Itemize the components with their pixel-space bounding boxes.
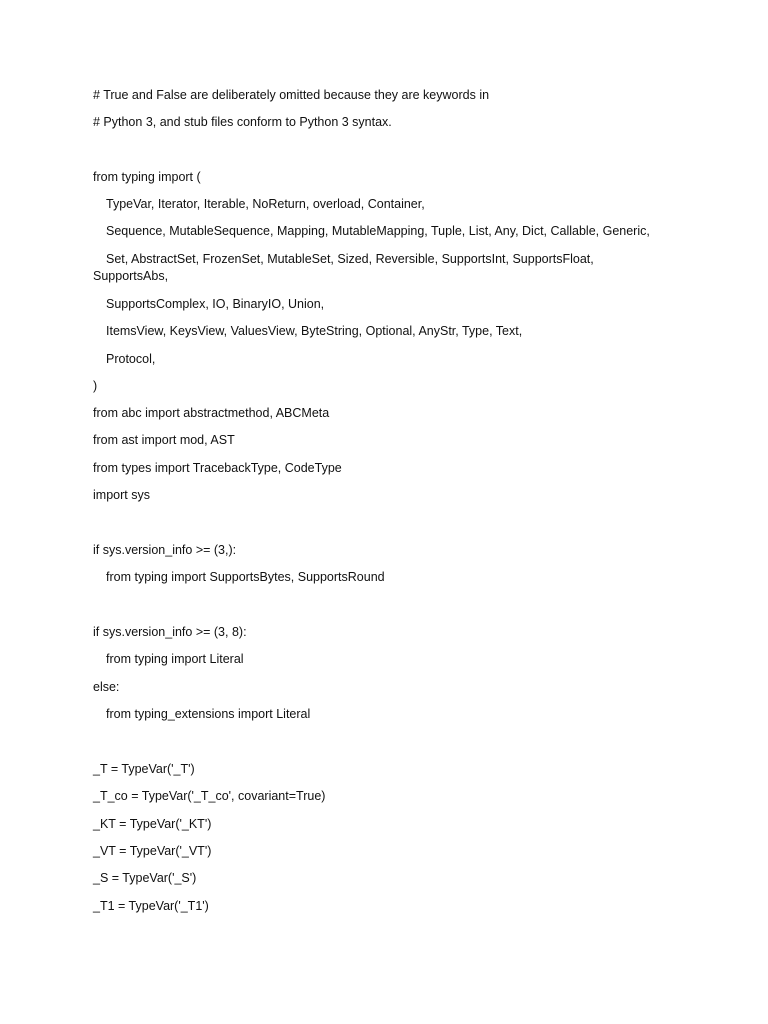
code-line: from typing_extensions import Literal [106,707,311,721]
code-line: from types import TracebackType, CodeType [93,461,342,475]
code-line: _S = TypeVar('_S') [93,871,197,885]
code-line: from typing import Literal [106,652,244,666]
code-line: ) [93,379,98,393]
code-line: from typing import ( [93,170,201,184]
code-line: else: [93,680,120,694]
code-line: if sys.version_info >= (3,): [93,543,237,557]
comment-line: # Python 3, and stub files conform to Python 3 syntax. [93,115,392,129]
code-line: _T1 = TypeVar('_T1') [93,899,209,913]
code-line: from typing import SupportsBytes, SupportsRound [106,570,385,584]
code-line: from ast import mod, AST [93,433,235,447]
code-line: ItemsView, KeysView, ValuesView, ByteString, Optional, AnyStr, Type, Text, [106,324,523,338]
code-line: TypeVar, Iterator, Iterable, NoReturn, overload, Container, [106,197,425,211]
code-line: from abc import abstractmethod, ABCMeta [93,406,330,420]
code-line: _KT = TypeVar('_KT') [93,817,212,831]
code-line: _T_co = TypeVar('_T_co', covariant=True) [93,789,326,803]
comment-line: # True and False are deliberately omitted because they are keywords in [93,88,490,102]
code-line: if sys.version_info >= (3, 8): [93,625,247,639]
code-line: _T = TypeVar('_T') [93,762,195,776]
code-line: Protocol, [106,352,156,366]
code-line: _VT = TypeVar('_VT') [93,844,212,858]
code-line: SupportsComplex, IO, BinaryIO, Union, [106,297,325,311]
code-line: Sequence, MutableSequence, Mapping, MutableMapping, Tuple, List, Any, Dict, Callable, Generic, [106,224,650,238]
code-line: Set, AbstractSet, FrozenSet, MutableSet, Sized, Reversible, SupportsInt, SupportsFloat, [106,252,594,266]
code-line-wrapped: SupportsAbs, [93,269,169,283]
code-line: import sys [93,488,150,502]
